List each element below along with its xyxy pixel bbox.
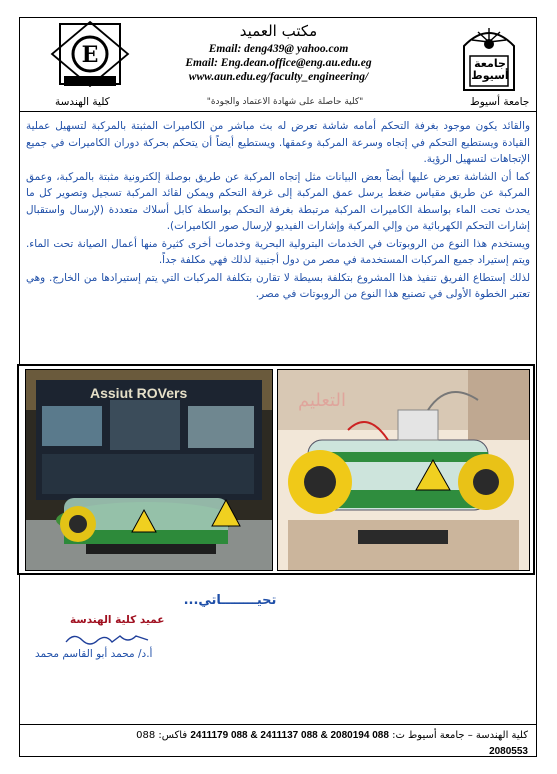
- rov-closeup-photo: [277, 369, 530, 571]
- body-paragraph: لذلك إستطاع الفريق تنفيذ هذا المشروع بتكلفة بسيطة لا تقارن بتكلفة المركبات التي يتم إستيرادها من الخارج. وهي تعتبر الخطوة الأولى في تصنيع هذا النوع من الروبوتات في مصر.: [26, 271, 530, 300]
- footer-fax-label: فاكس: 088: [136, 730, 191, 741]
- accreditation-note: "كلية حاصلة على شهادة الاعتماد والجودة": [206, 97, 364, 107]
- email-primary[interactable]: Email: deng439@ yahoo.com: [208, 43, 349, 55]
- watermark-text: التعليم: [298, 390, 346, 411]
- body-paragraph: والقائد يكون موجود بغرفة التحكم أمامه شاشة تعرض له بث مباشر من الكاميرات المثبتة بالمركبة لتسهيل عملية القيادة ويستطيع التحكم في إتجاه وسرعة المركبة وعمقها. ويستطيع أيضاً أن يتحكم بحركة دوران الكاميرات في جميع الإتجاهات لتسهيل الرؤية.: [26, 120, 530, 165]
- svg-text:E: E: [81, 42, 99, 68]
- header-divider: [20, 111, 536, 112]
- body-paragraph: ويستخدم هذا النوع من الروبوتات في الخدمات البترولية البحرية وخدمات أخرى كثيرة منها أعمال الصيانة تحت الماء. ويتم إستيراد جميع المركبات المستخدمة في مصر من دول أجنبية لذلك فهي مكلفة جداً.: [26, 237, 530, 266]
- footer-contact: [28, 728, 528, 760]
- photo-strip: [17, 364, 535, 575]
- website-link[interactable]: www.aun.edu.eg/faculty_engineering/: [188, 71, 369, 83]
- body-paragraph: كما أن الشاشة تعرض عليها أيضاً بعض البيانات مثل إتجاه المركبة عن طريق بوصلة إلكترونية مثبتة بالمركبة، وعمق المركبة عن طريق مقياس ضغط يرسل عمق المركبة إلى غرفة التحكم ويمكن لقائد المركبة تسجيل وتصوير كل ما يحدث تحت الماء بواسطة الكاميرات المركبة مرتبطة بغرفة التحكم بواسطة كابل أسلاك متعددة (لإرسال واستقبال إشارات التحكم الكهربائية من وإلي المركبة وإشارات الفيديو لإرسال صور الكاميرات).: [26, 170, 530, 232]
- faculty-logo: [50, 20, 130, 94]
- footer-phones: 088 2080194 & 088 2411137 & 088 2411179: [190, 730, 389, 741]
- dean-name: أ.د/ محمد أبو القاسم محمد: [35, 648, 153, 660]
- university-logo-text: جامعة أسيوط: [471, 57, 509, 82]
- email-secondary[interactable]: Email: Eng.dean.office@eng.au.edu.eg: [185, 57, 372, 69]
- letter-body: [26, 118, 530, 304]
- footer-divider: [20, 724, 536, 725]
- office-title: مكتب العميد: [239, 22, 318, 40]
- dean-title: عميد كلية الهندسة: [70, 614, 165, 626]
- footer-fax-number: 2080553: [489, 746, 528, 757]
- university-caption: جامعة أسيوط: [470, 96, 530, 108]
- faculty-caption: كلية الهندسة: [55, 96, 110, 108]
- poster-title: Assiut ROVers: [90, 385, 188, 401]
- dean-signature: [62, 630, 152, 648]
- footer-address: كلية الهندسة – جامعة أسيوط ت:: [388, 730, 528, 741]
- closing-greeting: تحيــــــــاتي...: [183, 593, 277, 608]
- rov-poster-photo: [25, 369, 273, 571]
